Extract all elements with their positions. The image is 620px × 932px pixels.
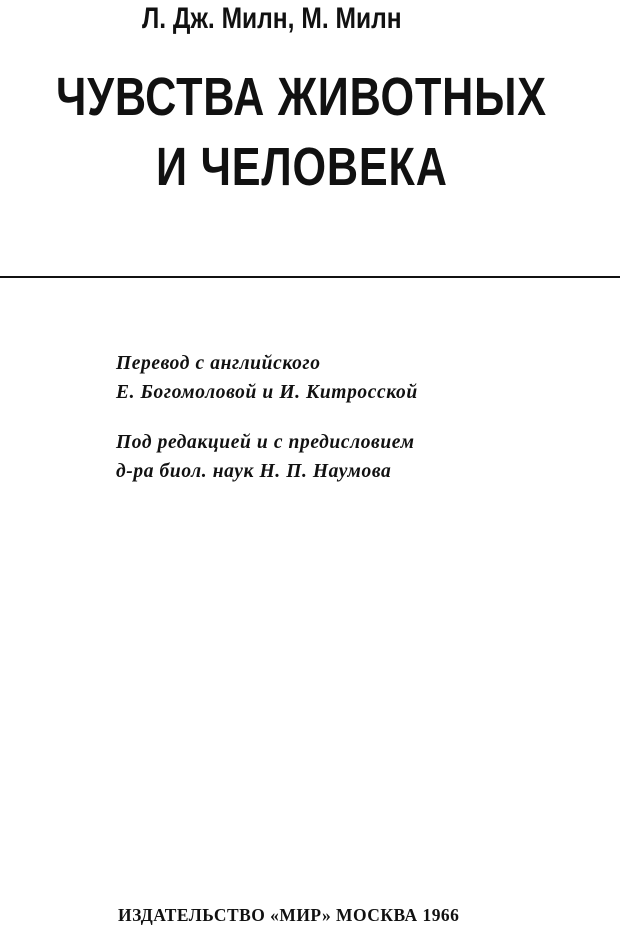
editor-credit-line-2: д-ра биол. наук Н. П. Наумова bbox=[116, 461, 392, 482]
publisher-imprint: ИЗДАТЕЛЬСТВО «МИР» МОСКВА 1966 bbox=[118, 905, 460, 925]
editor-credit-line-1: Под редакцией и с предисловием bbox=[116, 432, 415, 453]
divider-rule bbox=[0, 276, 620, 278]
translation-credit-line-1: Перевод с английского bbox=[116, 353, 321, 374]
title-line-2: И ЧЕЛОВЕКА bbox=[156, 137, 448, 197]
title-line-1: ЧУВСТВА ЖИВОТНЫХ bbox=[56, 67, 547, 127]
authors: Л. Дж. Милн, М. Милн bbox=[142, 2, 402, 35]
translation-credit-line-2: Е. Богомоловой и И. Китросской bbox=[116, 382, 418, 403]
